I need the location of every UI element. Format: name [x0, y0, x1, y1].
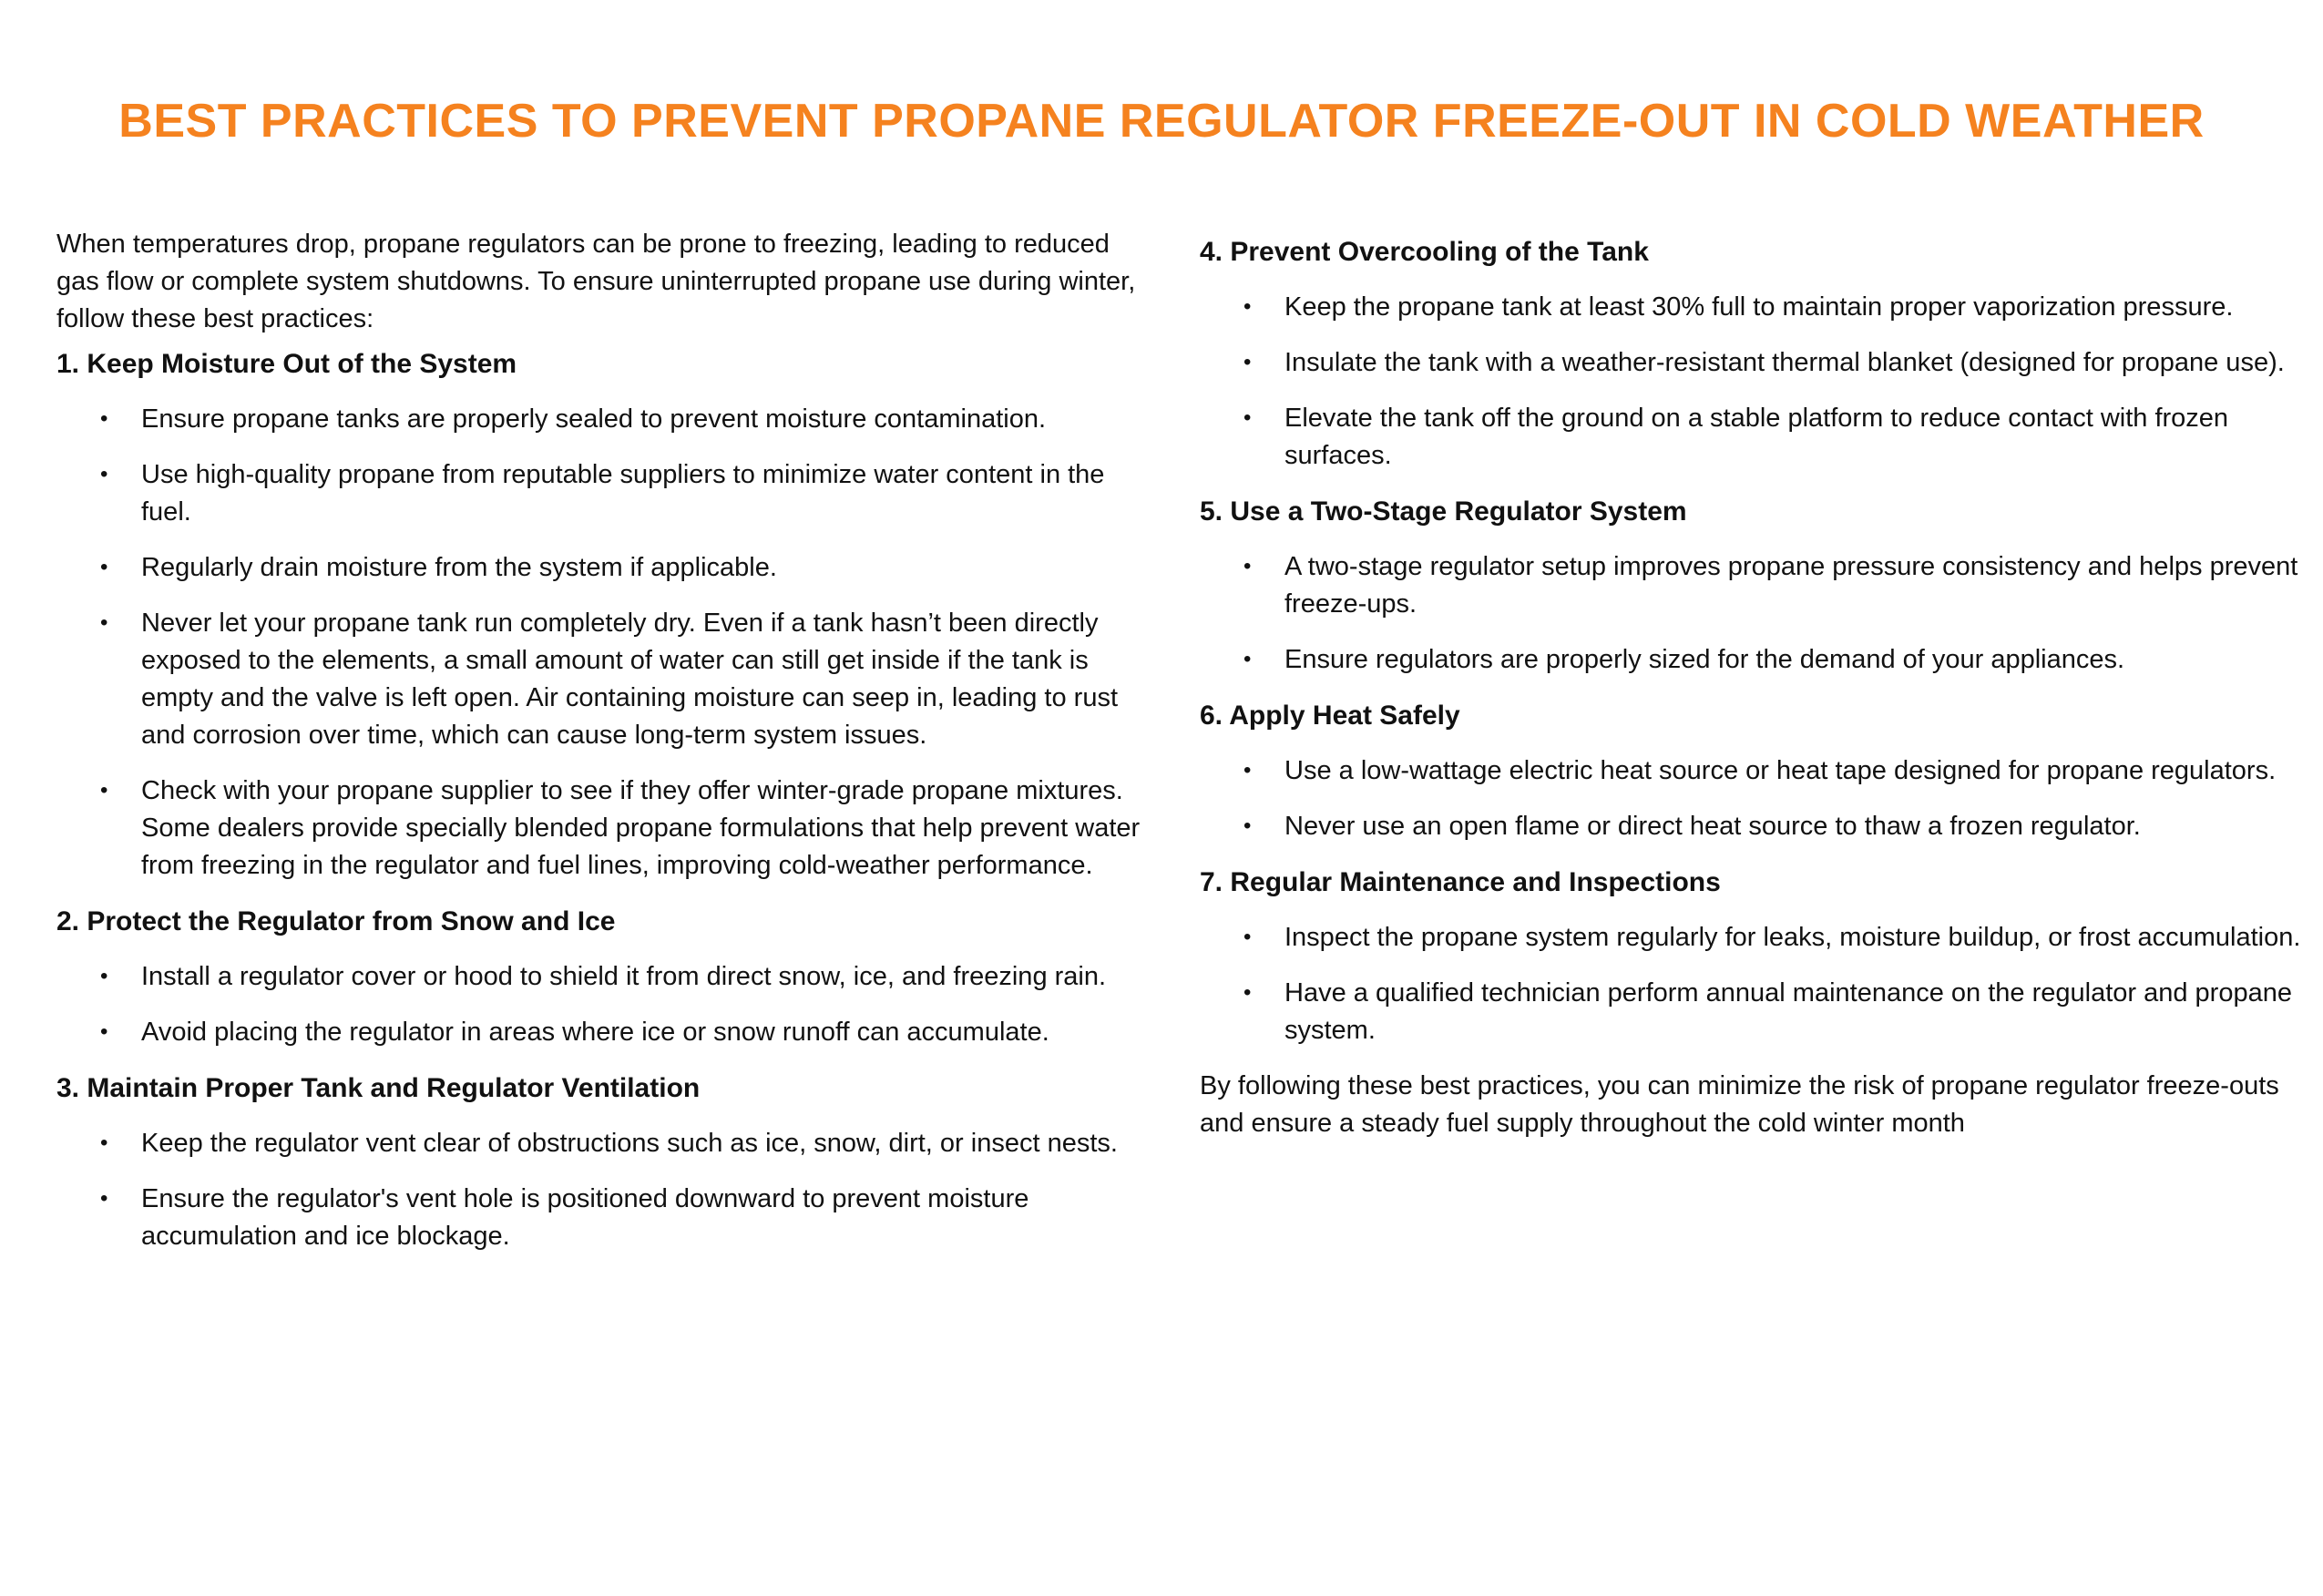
bullet-list [56, 401, 1152, 885]
document-body [0, 226, 2323, 1274]
intro-paragraph: When temperatures drop, propane regulators can be prone to freezing, leading to reduced gas flow or complete system shutdowns. To ensure uninterrupted propane use during winter, follow these best practices: [56, 230, 1136, 333]
bullet-item [1200, 808, 2323, 845]
bullet-text: Use a low-wattage electric heat source or heat tape designed for propane regulators. [1284, 756, 2277, 785]
bullet-text: Never let your propane tank run completely dry. Even if a tank hasn’t been directly exposed to the elements, a small amount of water can still get inside if the tank is empty and the valve is left open. Air containing moisture can seep in, leading to rust and corrosion over time, which can cause long-term system issues. [141, 609, 1119, 750]
page-title: BEST PRACTICES TO PREVENT PROPANE REGULATOR FREEZE-OUT IN COLD WEATHER [118, 95, 2205, 148]
bullet-text: Insulate the tank with a weather-resistant thermal blanket (designed for propane use). [1284, 348, 2285, 377]
bullet-item [56, 1181, 1152, 1255]
section [1200, 233, 2323, 475]
bullet-text: Elevate the tank off the ground on a stable platform to reduce contact with frozen surfaces. [1284, 404, 2229, 470]
bullet-text: Check with your propane supplier to see if they offer winter-grade propane mixtures. Some dealers provide specially blended propane formulations that help prevent water from freezing in the regulator and fuel lines, improving cold-weather performance. [141, 776, 1141, 880]
bullet-icon: • [100, 462, 108, 486]
bullet-icon: • [1243, 405, 1252, 430]
left-sections [56, 345, 1152, 1255]
bullet-item [56, 549, 1152, 587]
bullet-icon: • [1243, 554, 1252, 578]
bullet-icon: • [1243, 294, 1252, 319]
section [1200, 697, 2323, 845]
bullet-list [1200, 919, 2323, 1049]
bullet-text: Keep the regulator vent clear of obstructions such as ice, snow, dirt, or insect nests. [141, 1129, 1118, 1158]
section-heading: 2. Protect the Regulator from Snow and Ice [56, 906, 616, 936]
bullet-icon: • [1243, 925, 1252, 949]
section [56, 1069, 1152, 1255]
bullet-text: Keep the propane tank at least 30% full to maintain proper vaporization pressure. [1284, 292, 2234, 322]
bullet-item [1200, 641, 2323, 679]
section-heading: 6. Apply Heat Safely [1200, 701, 1460, 731]
bullet-item [1200, 344, 2323, 382]
bullet-text: Inspect the propane system regularly for leaks, moisture buildup, or frost accumulation. [1284, 923, 2301, 952]
left-column [56, 226, 1152, 1274]
bullet-item [56, 605, 1152, 754]
bullet-list [56, 958, 1152, 1051]
bullet-icon: • [100, 1186, 108, 1211]
bullet-list [1200, 752, 2323, 845]
section-heading: 7. Regular Maintenance and Inspections [1200, 867, 1721, 897]
section [1200, 864, 2323, 1049]
bullet-icon: • [1243, 350, 1252, 374]
bullet-text: Install a regulator cover or hood to shield it from direct snow, ice, and freezing rain. [141, 962, 1107, 991]
bullet-item [1200, 919, 2323, 957]
bullet-text: Use high-quality propane from reputable suppliers to minimize water content in the fuel. [141, 460, 1105, 527]
bullet-item [1200, 752, 2323, 790]
section-heading: 1. Keep Moisture Out of the System [56, 349, 517, 379]
bullet-icon: • [100, 778, 108, 803]
bullet-text: Avoid placing the regulator in areas where ice or snow runoff can accumulate. [141, 1018, 1049, 1047]
bullet-icon: • [1243, 980, 1252, 1005]
bullet-item [1200, 400, 2323, 475]
bullet-item [56, 1014, 1152, 1051]
bullet-item [56, 958, 1152, 996]
bullet-icon: • [1243, 647, 1252, 671]
bullet-item [1200, 289, 2323, 326]
section [1200, 493, 2323, 679]
bullet-text: Ensure propane tanks are properly sealed to prevent moisture contamination. [141, 404, 1047, 434]
right-sections [1200, 233, 2323, 1049]
bullet-text: A two-stage regulator setup improves propane pressure consistency and helps prevent freeze-ups. [1284, 552, 2298, 619]
bullet-item [1200, 548, 2323, 623]
bullet-text: Ensure the regulator's vent hole is positioned downward to prevent moisture accumulation and ice blockage. [141, 1184, 1029, 1251]
bullet-item [56, 1125, 1152, 1162]
section-heading: 3. Maintain Proper Tank and Regulator Ventilation [56, 1073, 701, 1103]
bullet-icon: • [100, 406, 108, 431]
bullet-item [56, 401, 1152, 438]
bullet-text: Ensure regulators are properly sized for the demand of your appliances. [1284, 645, 2125, 674]
bullet-icon: • [100, 1019, 108, 1044]
bullet-list [1200, 548, 2323, 679]
bullet-item [56, 456, 1152, 531]
section-heading: 4. Prevent Overcooling of the Tank [1200, 237, 1649, 267]
section [56, 345, 1152, 885]
bullet-icon: • [1243, 813, 1252, 838]
right-column [1200, 226, 2323, 1274]
bullet-icon: • [1243, 758, 1252, 783]
bullet-list [56, 1125, 1152, 1255]
bullet-icon: • [100, 964, 108, 988]
bullet-text: Have a qualified technician perform annual maintenance on the regulator and propane system. [1284, 978, 2292, 1045]
bullet-item [56, 772, 1152, 885]
bullet-text: Never use an open flame or direct heat source to thaw a frozen regulator. [1284, 812, 2141, 841]
section-heading: 5. Use a Two-Stage Regulator System [1200, 496, 1687, 527]
bullet-icon: • [100, 555, 108, 579]
bullet-list [1200, 289, 2323, 475]
bullet-icon: • [100, 1130, 108, 1155]
bullet-text: Regularly drain moisture from the system if applicable. [141, 553, 777, 582]
bullet-item [1200, 975, 2323, 1049]
section [56, 903, 1152, 1051]
bullet-icon: • [100, 610, 108, 635]
closing-paragraph: By following these best practices, you can minimize the risk of propane regulator freeze-outs and ensure a steady fuel supply throughout the cold winter month [1200, 1071, 2279, 1138]
